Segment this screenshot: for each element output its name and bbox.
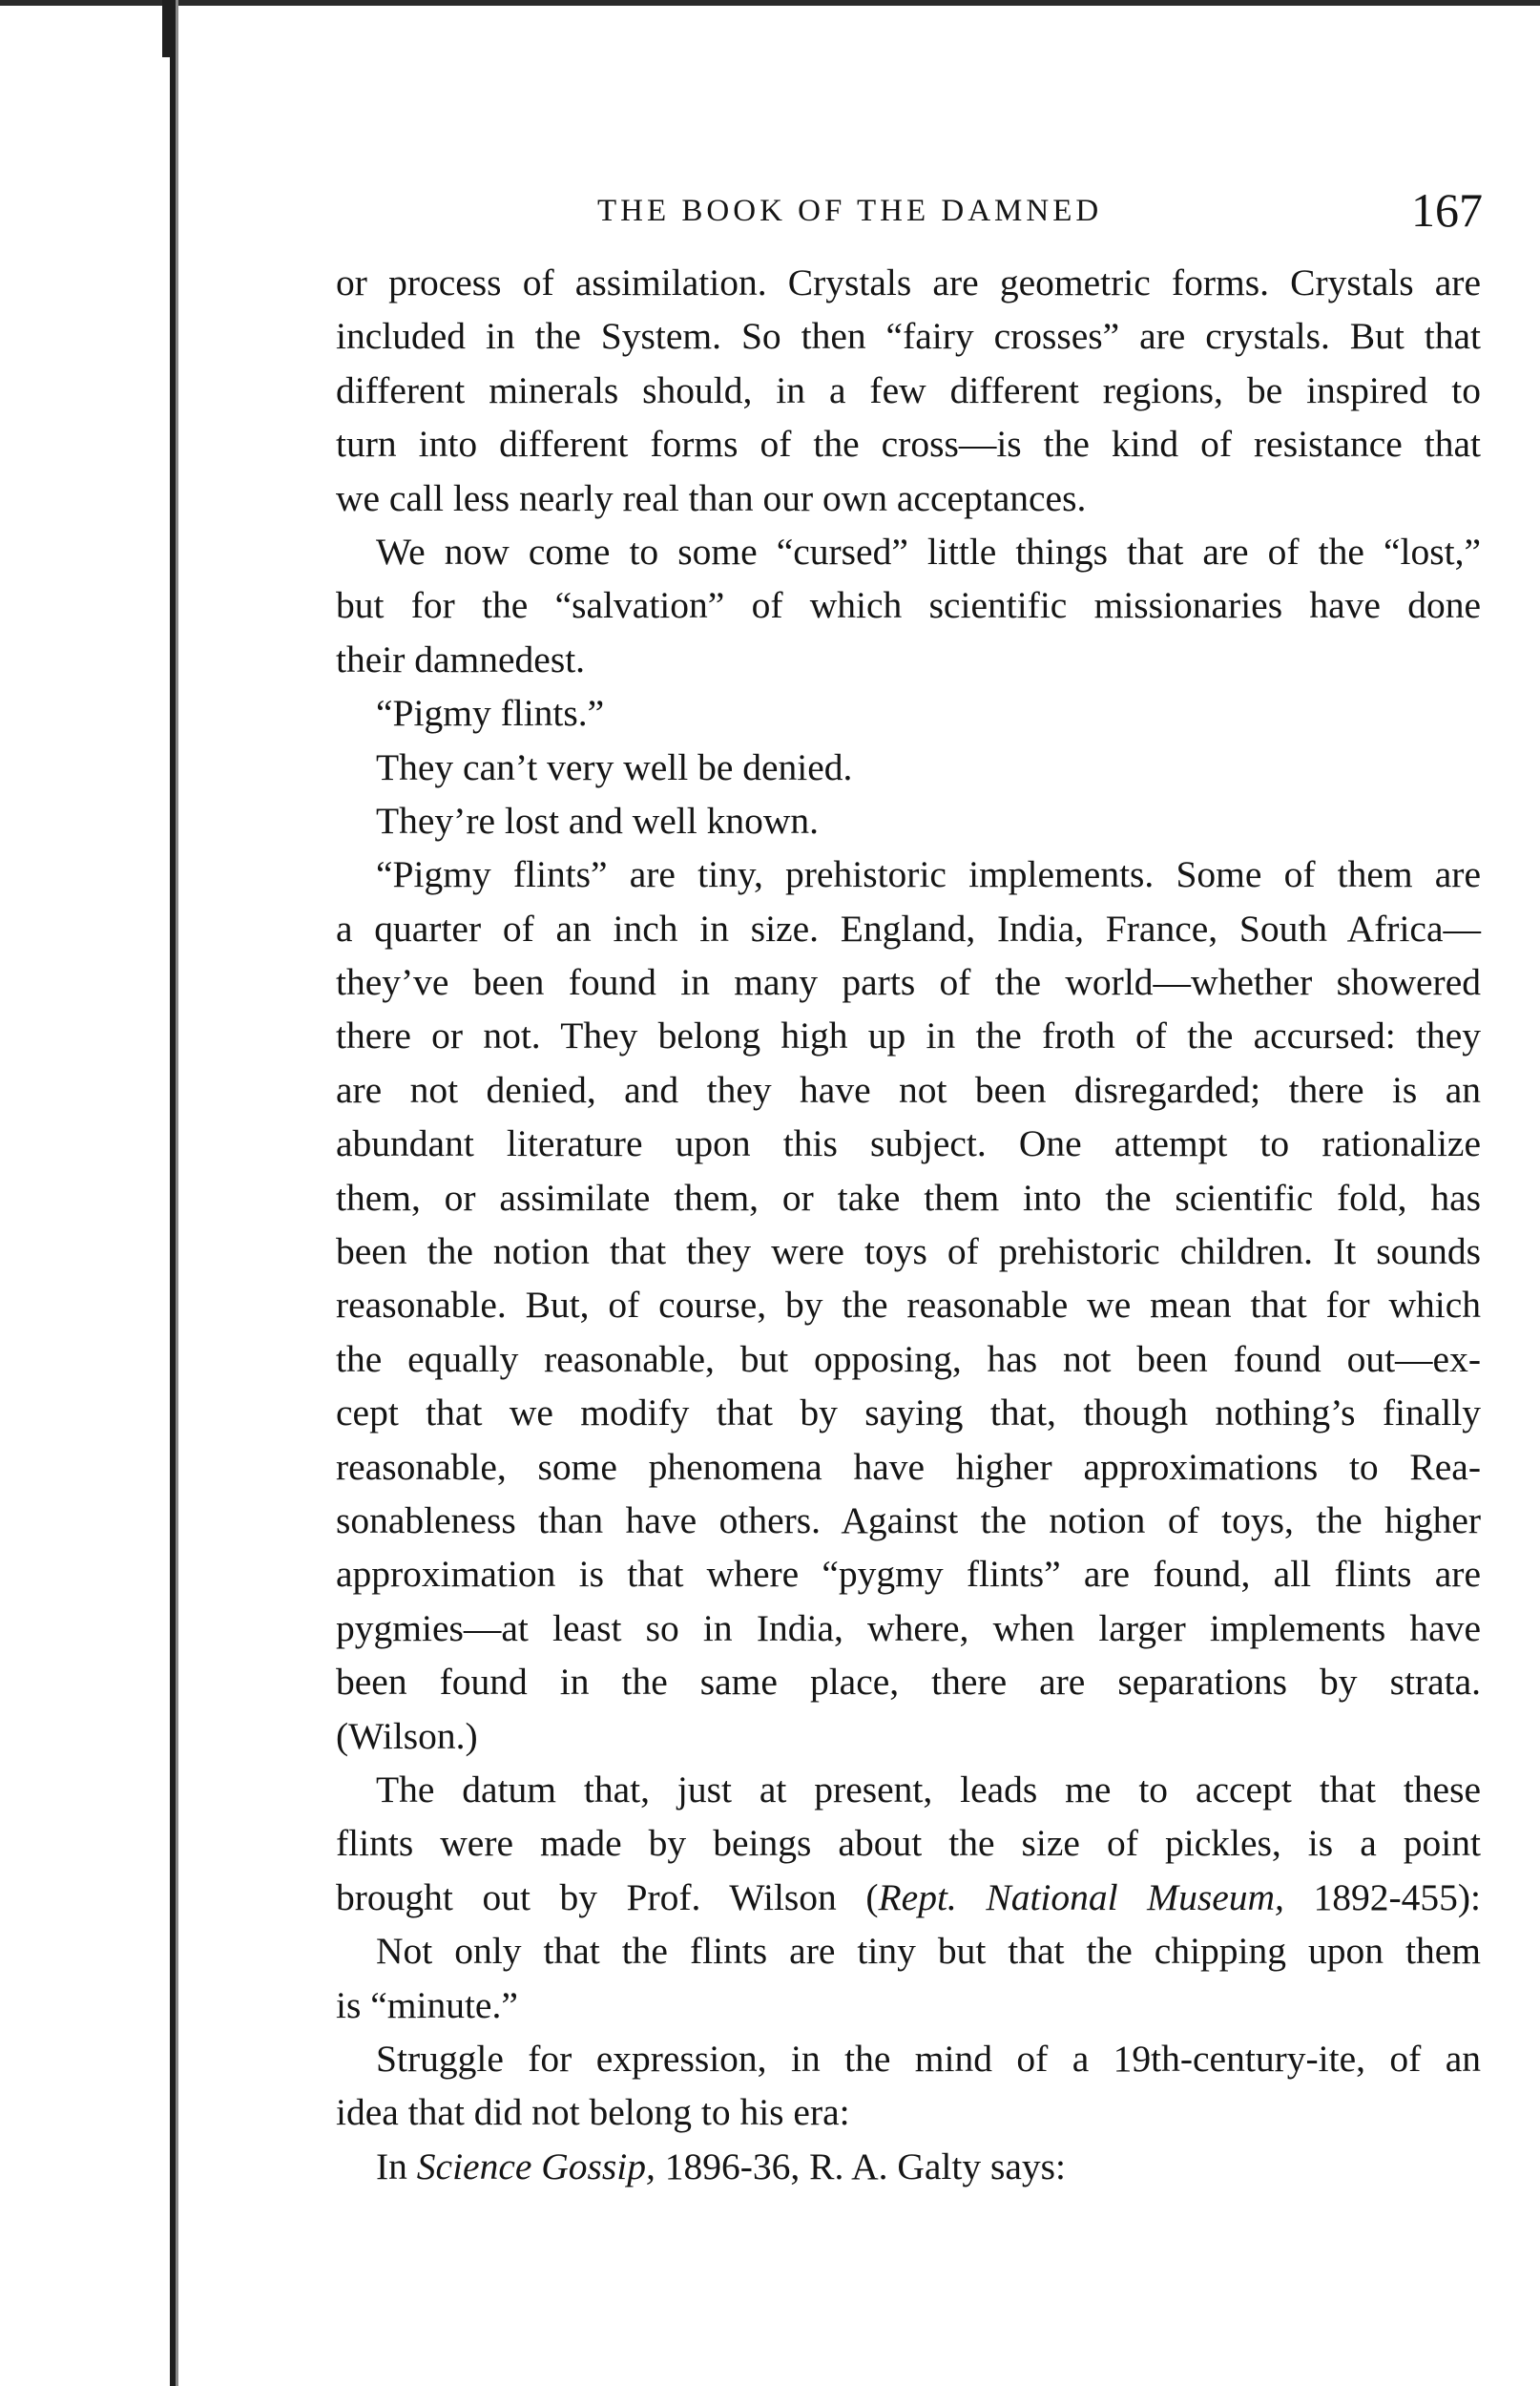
text-line: they’ve been found in many parts of the world—whether showered — [336, 961, 1481, 1004]
text-line: The datum that, just at present, leads me to accept that these — [376, 1768, 1481, 1810]
text-line: Struggle for expression, in the mind of a 19th-century-ite, of an — [376, 2037, 1481, 2080]
text-line: approximation is that where “pygmy flints” are found, all flints are — [336, 1553, 1481, 1596]
text-line: included in the System. So then “fairy crosses” are crystals. But that — [336, 315, 1481, 358]
text-line: (Wilson.) — [336, 1714, 478, 1757]
running-head: THE BOOK OF THE DAMNED — [597, 194, 1103, 228]
page-header — [336, 183, 1483, 243]
text-line-with-citation — [336, 1871, 1481, 1924]
text-line: a quarter of an inch in size. England, India, France, South Africa— — [336, 907, 1481, 950]
text-line: They can’t very well be denied. — [376, 745, 853, 788]
page-number: 167 — [1411, 183, 1483, 237]
text-line: them, or assimilate them, or take them into the scientific fold, has — [336, 1176, 1481, 1219]
text-line: are not denied, and they have not been disregarded; there is an — [336, 1068, 1481, 1111]
text-segment: 1896-36, R. A. Galty says: — [655, 2145, 1066, 2187]
scan-edge — [0, 0, 1540, 6]
text-line: but for the “salvation” of which scientific missionaries have done — [336, 584, 1481, 627]
text-line: the equally reasonable, but opposing, has not been found out—ex- — [336, 1337, 1481, 1380]
text-line: We now come to some “cursed” little things that are of the “lost,” — [376, 530, 1481, 573]
text-line: Not only that the flints are tiny but that the chipping upon them — [376, 1930, 1481, 1973]
text-line: pygmies—at least so in India, where, when larger implements have — [336, 1606, 1481, 1649]
text-line: They’re lost and well known. — [376, 799, 820, 842]
text-line: different minerals should, in a few different regions, be inspired to — [336, 368, 1481, 411]
text-line: is “minute.” — [336, 1983, 518, 2026]
text-line: flints were made by beings about the size of pickles, is a point — [336, 1822, 1481, 1865]
text-line: cept that we modify that by saying that, though nothing’s finally — [336, 1392, 1481, 1434]
gutter-shadow — [176, 0, 178, 2386]
text-segment: 1892-455): — [1283, 1875, 1481, 1918]
text-line: turn into different forms of the cross—is the kind of resistance that — [336, 423, 1481, 466]
text-line: or process of assimilation. Crystals are geometric forms. Crystals are — [336, 262, 1481, 303]
text-line: idea that did not belong to his era: — [336, 2091, 850, 2134]
text-segment: brought out by Prof. Wilson ( — [336, 1875, 879, 1918]
text-line: there or not. They belong high up in the froth of the accursed: they — [336, 1015, 1481, 1057]
text-line-with-citation — [336, 2140, 1481, 2193]
text-line: been the notion that they were toys of prehistoric children. It sounds — [336, 1230, 1481, 1273]
text-line: been found in the same place, there are separations by strata. — [336, 1661, 1481, 1704]
text-segment: In — [376, 2145, 417, 2187]
text-line: abundant literature upon this subject. One attempt to rationalize — [336, 1122, 1481, 1165]
text-line: reasonable. But, of course, by the reasonable we mean that for which — [336, 1284, 1481, 1327]
citation-title: Science Gossip, — [416, 2145, 656, 2187]
citation-title: Rept. National Museum, — [878, 1875, 1284, 1918]
text-line: “Pigmy flints.” — [376, 692, 605, 735]
text-line: we call less nearly real than our own acceptances. — [336, 476, 1087, 519]
text-line: sonableness than have others. Against the notion of toys, the higher — [336, 1498, 1481, 1541]
text-line: reasonable, some phenomena have higher approximations to Rea- — [336, 1445, 1481, 1488]
body-text — [336, 256, 1481, 2193]
text-line: their damnedest. — [336, 638, 586, 680]
text-line: “Pigmy flints” are tiny, prehistoric implements. Some of them are — [376, 853, 1481, 896]
